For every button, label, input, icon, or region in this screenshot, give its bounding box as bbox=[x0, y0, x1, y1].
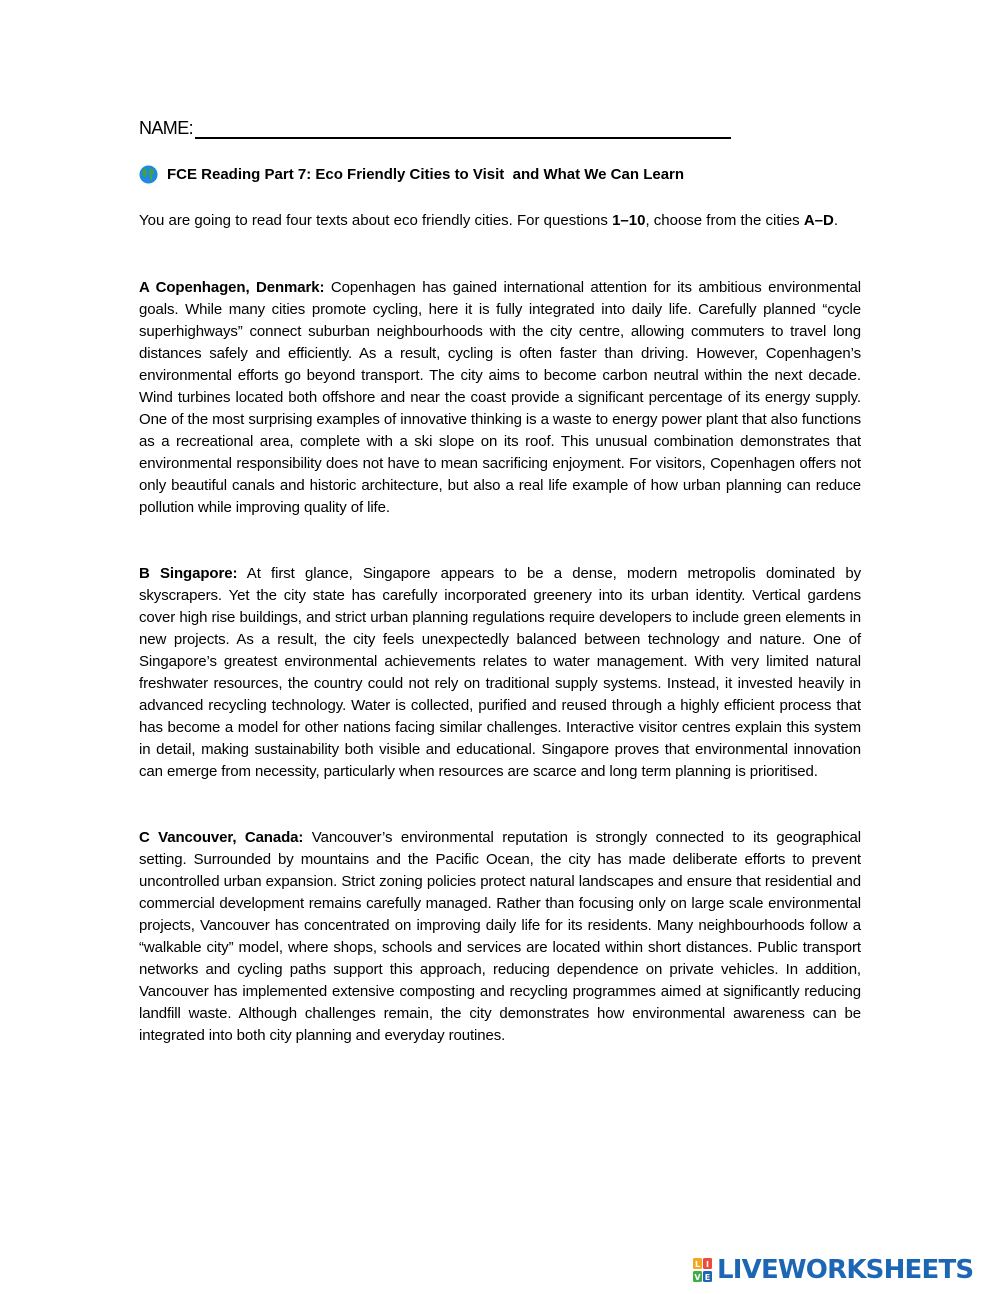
section-c-text: Vancouver’s environmental reputation is strongly connected to its geographical setting. Surrounded by mountains and the Pacific Ocean, the city has made deliberate efforts to prevent uncontrolled urban expansion. Strict zoning policies protect natural landscapes and ensure that residential and commercial development remains carefully managed. Rather than focusing only on large scale environmental projects, Vancouver has concentrated on improving daily life for its residents. Many neighbourhoods follow a “walkable city” model, where shops, schools and services are located within short distances. Public transport networks and cycling paths support this approach, reducing dependence on private vehicles. In addition, Vancouver has implemented extensive composting and recycling programmes aimed at significantly reducing landfill waste. Although challenges remain, the city demonstrates how environmental awareness can be integrated into both city planning and everyday routines. bbox=[139, 829, 861, 1044]
instructions-text-3: . bbox=[833, 212, 839, 229]
section-b-heading: B Singapore: bbox=[139, 565, 238, 582]
liveworksheets-wordmark: LIVEWORKSHEETS bbox=[717, 1255, 974, 1285]
section-b-text: At first glance, Singapore appears to be a dense, modern metropolis dominated by skyscrapers. Yet the city state has carefully incorporated greenery into its urban identity. Vertical gardens cover high rise buildings, and strict urban planning regulations require developers to include green elements in new projects. As a result, the city feels unexpectedly balanced between technology and nature. One of Singapore’s greatest environmental achievements relates to water management. With very limited natural freshwater resources, the country could not rely on traditional supply systems. Instead, it invested heavily in advanced recycling technology. Water is collected, purified and reused through a highly efficient process that has become a model for other nations facing similar challenges. Interactive visitor centres explain this system in detail, making sustainability both visible and educational. Singapore proves that environmental innovation can emerge from necessity, particularly when resources are scarce and long term planning is prioritised. bbox=[139, 565, 862, 780]
svg-text:E: E bbox=[704, 1273, 711, 1282]
name-label: NAME: bbox=[139, 118, 194, 138]
name-row bbox=[139, 117, 731, 139]
instructions-question-range: 1–10 bbox=[612, 212, 646, 229]
instructions-text-2: , choose from the cities bbox=[645, 212, 804, 229]
svg-text:V: V bbox=[694, 1273, 701, 1282]
worksheet-title: FCE Reading Part 7: Eco Friendly Cities to Visit and What We Can Learn bbox=[167, 166, 685, 183]
liveworksheets-logo bbox=[693, 1254, 973, 1286]
section-a-heading: A Copenhagen, Denmark: bbox=[139, 279, 325, 296]
section-b-singapore bbox=[139, 563, 861, 783]
name-input-line[interactable] bbox=[195, 117, 731, 139]
section-c-vancouver bbox=[139, 827, 861, 1047]
instructions-text-1: You are going to read four texts about eco friendly cities. For questions bbox=[139, 212, 613, 229]
instructions-city-letters: A–D bbox=[803, 212, 834, 229]
svg-text:I: I bbox=[706, 1260, 709, 1269]
section-c-heading: C Vancouver, Canada: bbox=[139, 829, 304, 846]
liveworksheets-logo-icon bbox=[693, 1256, 713, 1284]
instructions bbox=[139, 210, 861, 232]
worksheet-title-row bbox=[139, 165, 684, 184]
svg-text:L: L bbox=[694, 1260, 701, 1269]
globe-icon bbox=[139, 165, 158, 184]
section-a-copenhagen bbox=[139, 277, 861, 519]
section-a-text: Copenhagen has gained international attention for its ambitious environmental goals. While many cities promote cycling, here it is fully integrated into daily life. Carefully planned “cycle superhighways” connect suburban neighbourhoods with the city centre, allowing commuters to travel long distances safely and efficiently. As a result, cycling is often faster than driving. However, Copenhagen’s environmental efforts go beyond transport. The city aims to become carbon neutral within the next decade. Wind turbines located both offshore and near the coast provide a significant percentage of its energy supply. One of the most surprising examples of innovative thinking is a waste to energy power plant that also functions as a recreational area, complete with a ski slope on its roof. This unusual combination demonstrates that environmental responsibility does not have to mean sacrificing enjoyment. For visitors, Copenhagen offers not only beautiful canals and historic architecture, but also a real life example of how urban planning can reduce pollution while improving quality of life. bbox=[139, 279, 861, 516]
